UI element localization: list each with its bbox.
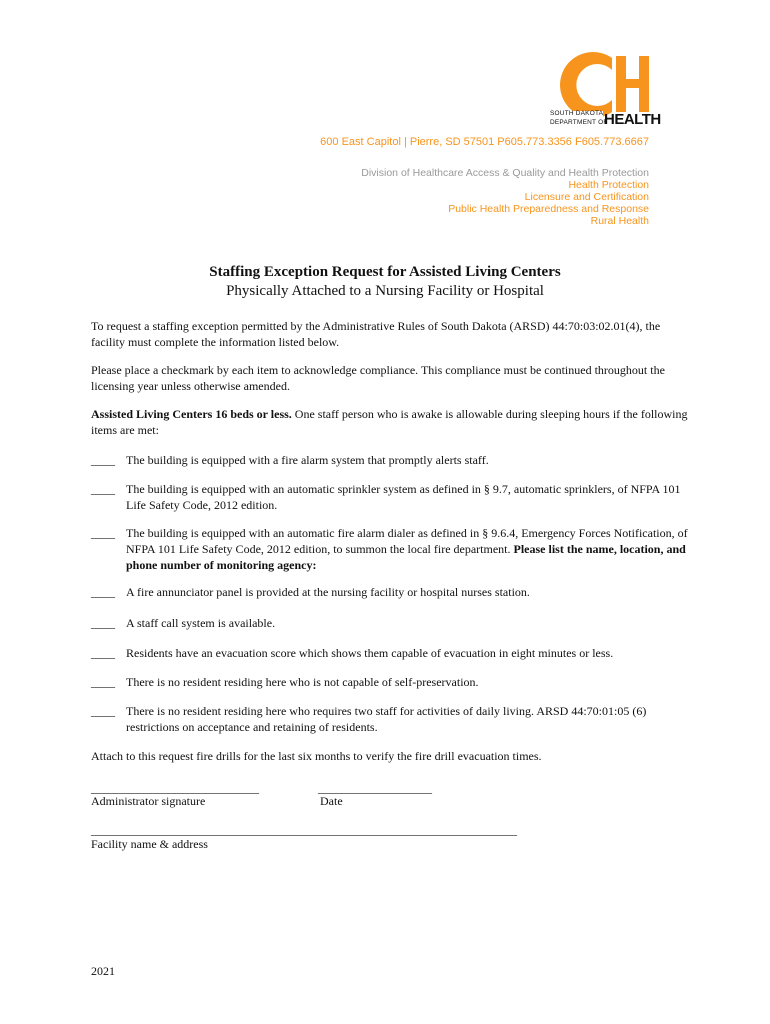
division-list bbox=[361, 167, 649, 227]
division-item: Licensure and Certification bbox=[524, 191, 649, 203]
health-logo bbox=[548, 50, 661, 132]
section-text: One staff person who is awake is allowable during sleeping hours if the following items are met: bbox=[91, 407, 688, 437]
division-item: Health Protection bbox=[568, 179, 649, 191]
date-line[interactable]: ___________________ bbox=[318, 781, 432, 795]
checkmark-blank[interactable]: ____ bbox=[91, 526, 115, 540]
section-heading: Assisted Living Centers 16 beds or less. bbox=[91, 407, 292, 421]
checklist-item-text: The building is equipped with a fire alarm system that promptly alerts staff. bbox=[126, 453, 489, 467]
attach-note: Attach to this request fire drills for the last six months to verify the fire drill evacuation times. bbox=[91, 749, 542, 763]
checklist-item-text: There is no resident residing here who is not capable of self-preservation. bbox=[126, 675, 479, 689]
intro-paragraph-2: Please place a checkmark by each item to acknowledge compliance. This compliance must be continued throughout the licensing year unless otherwise amended. bbox=[91, 363, 665, 393]
checkmark-blank[interactable]: ____ bbox=[91, 646, 115, 660]
section-paragraph bbox=[91, 406, 691, 438]
checklist-item-text bbox=[126, 525, 691, 573]
checklist-item-text: There is no resident residing here who requires two staff for activities of daily living. ARSD 44:70:01:05 (6) restrictions on acceptance and retaining of residents. bbox=[126, 704, 647, 734]
checklist-item-body: The building is equipped with an automatic fire alarm dialer as defined in § 9.6.4, Emergency Forces Notification, of NFPA 101 Life Safety Code, 2012 edition, to summon the local fire department. bbox=[126, 526, 688, 556]
checkmark-blank[interactable]: ____ bbox=[91, 704, 115, 718]
checklist-item-emphasis: Please list the name, location, and phone number of monitoring agency: bbox=[126, 542, 686, 572]
document-title: Staffing Exception Request for Assisted Living Centers bbox=[209, 264, 561, 280]
checkmark-blank[interactable]: ____ bbox=[91, 453, 115, 467]
division-item: Rural Health bbox=[590, 215, 649, 227]
document-year: 2021 bbox=[91, 964, 115, 978]
division-item: Public Health Preparedness and Response bbox=[448, 203, 649, 215]
logo-dept-text: DEPARTMENT OF bbox=[550, 119, 608, 126]
checklist-item-text: The building is equipped with an automatic sprinkler system as defined in § 9.7, automatic sprinklers, of NFPA 101 Life Safety Code, 2012 edition. bbox=[126, 482, 681, 512]
facility-line[interactable]: _______________________________________________________________________ bbox=[91, 823, 517, 837]
logo-state-text: SOUTH DAKOTA bbox=[550, 110, 604, 117]
intro-paragraph-1: To request a staffing exception permitted by the Administrative Rules of South Dakota (ARSD) 44:70:03:02.01(4), the facility must complete the information listed below. bbox=[91, 319, 661, 349]
checkmark-blank[interactable]: ____ bbox=[91, 675, 115, 689]
signature-line[interactable]: ____________________________ bbox=[91, 781, 259, 795]
document-subtitle: Physically Attached to a Nursing Facility or Hospital bbox=[226, 283, 544, 299]
address-line: 600 East Capitol | Pierre, SD 57501 P605.773.3356 F605.773.6667 bbox=[320, 136, 649, 148]
facility-label: Facility name & address bbox=[91, 837, 208, 851]
checkmark-blank[interactable]: ____ bbox=[91, 616, 115, 630]
checklist-item-text: A staff call system is available. bbox=[126, 616, 276, 630]
signature-label: Administrator signature bbox=[91, 794, 206, 808]
checklist-item-text: A fire annunciator panel is provided at the nursing facility or hospital nurses station. bbox=[126, 585, 530, 599]
logo-brand-text: HEALTH bbox=[604, 111, 661, 128]
checkmark-blank[interactable]: ____ bbox=[91, 585, 115, 599]
date-label: Date bbox=[320, 794, 343, 808]
checklist-item-text: Residents have an evacuation score which shows them capable of evacuation in eight minutes or less. bbox=[126, 646, 614, 660]
checkmark-blank[interactable]: ____ bbox=[91, 482, 115, 496]
division-name: Division of Healthcare Access & Quality and Health Protection bbox=[361, 167, 649, 179]
